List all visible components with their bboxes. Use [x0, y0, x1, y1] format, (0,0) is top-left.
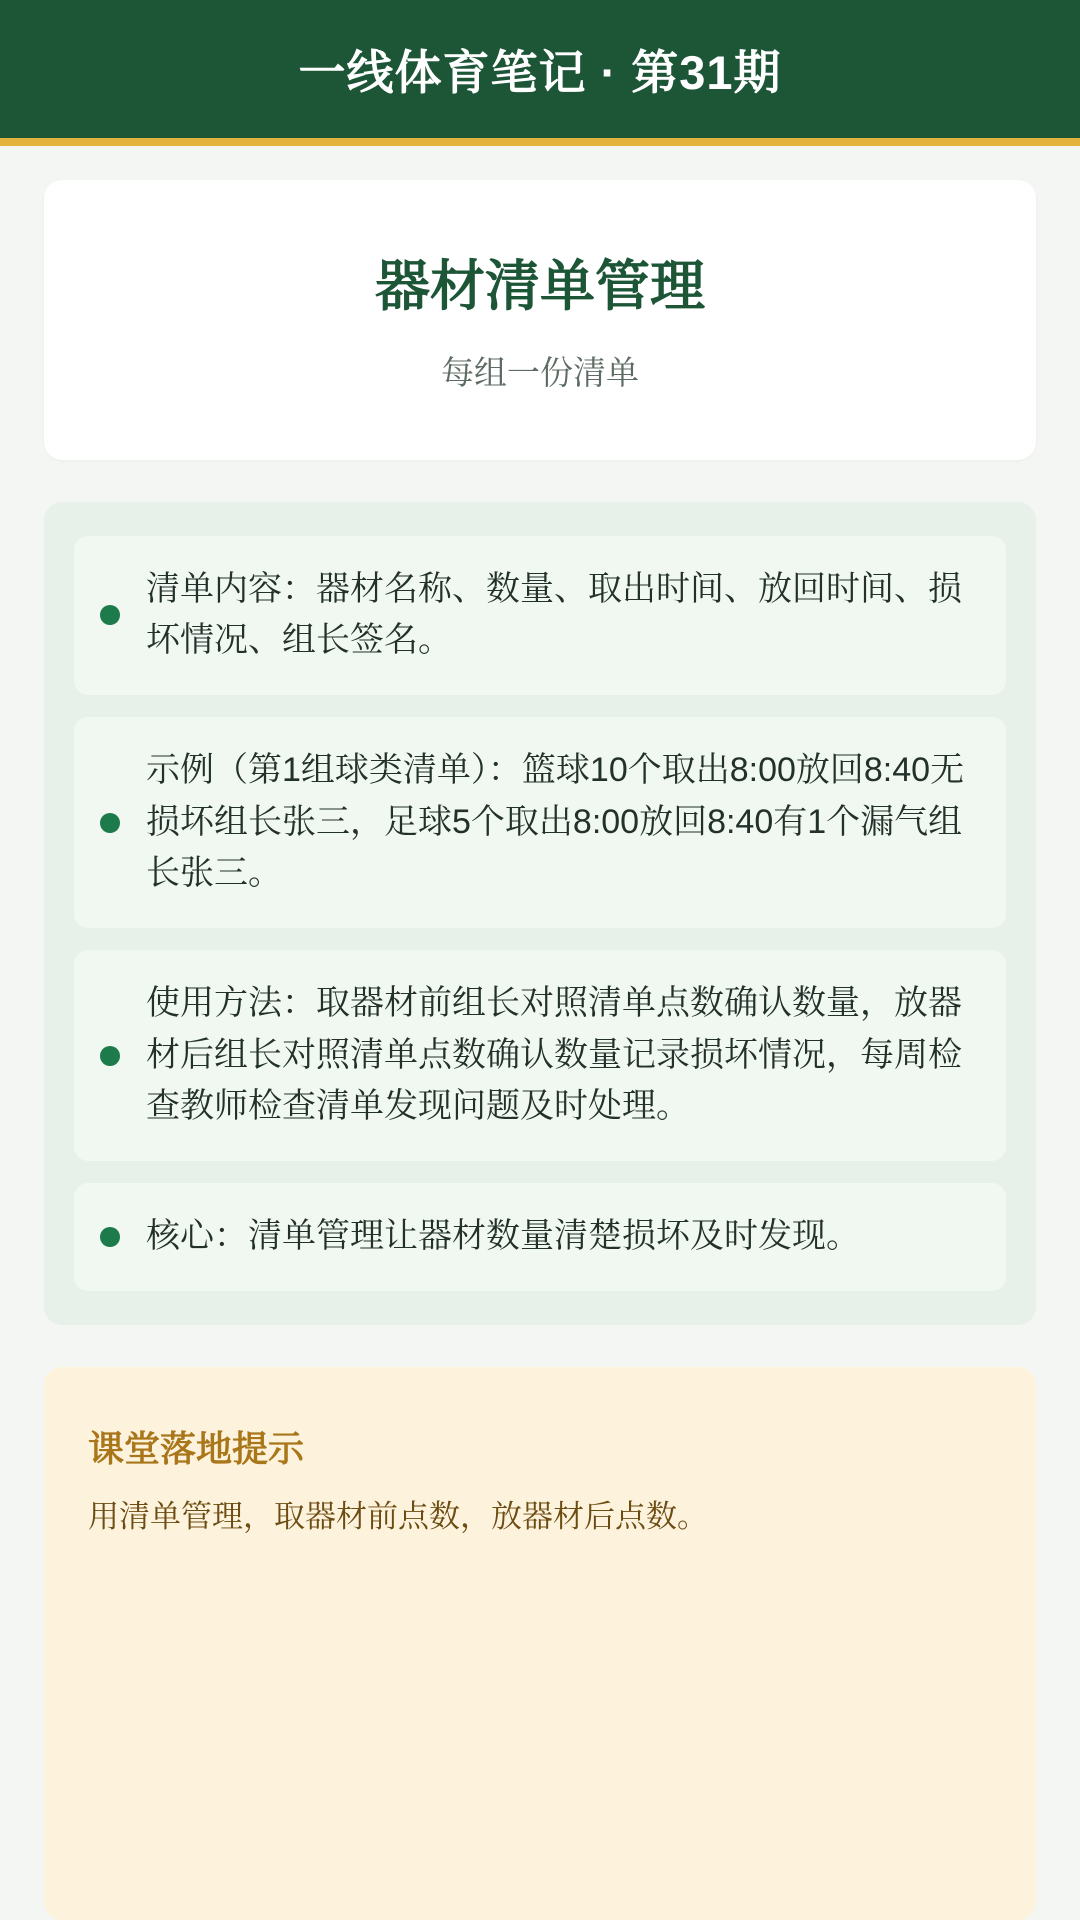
page-title: 器材清单管理 [374, 255, 705, 317]
list-item [74, 1183, 1006, 1291]
header-title: 一线体育笔记 · 第31期 [298, 45, 782, 99]
page-header [0, 0, 1080, 138]
list-item-text: 清单内容：器材名称、数量、取出时间、放回时间、损坏情况、组长签名。 [146, 569, 962, 660]
bullet-icon [100, 1046, 120, 1066]
title-card [44, 180, 1036, 460]
bullet-icon [100, 1227, 120, 1247]
page-subtitle: 每组一份清单 [441, 353, 639, 391]
tip-card [44, 1367, 1036, 1920]
list-item-text: 示例（第1组球类清单）：篮球10个取出8:00放回8:40无损坏组长张三，足球5个取出8:00放回8:40有1个漏气组长张三。 [146, 751, 965, 893]
points-section [44, 502, 1036, 1325]
tip-title: 课堂落地提示 [88, 1427, 305, 1469]
bullet-icon [100, 813, 120, 833]
tip-text: 用清单管理，取器材前点数，放器材后点数。 [88, 1498, 708, 1534]
list-item-text: 核心：清单管理让器材数量清楚损坏及时发现。 [146, 1217, 860, 1256]
header-accent-rule [0, 138, 1080, 146]
list-item [74, 717, 1006, 928]
list-item-text: 使用方法：取器材前组长对照清单点数确认数量，放器材后组长对照清单点数确认数量记录损坏情况，每周检查教师检查清单发现问题及时处理。 [146, 984, 962, 1126]
list-item [74, 950, 1006, 1161]
bullet-icon [100, 605, 120, 625]
page-content [0, 146, 1080, 1920]
list-item [74, 536, 1006, 695]
